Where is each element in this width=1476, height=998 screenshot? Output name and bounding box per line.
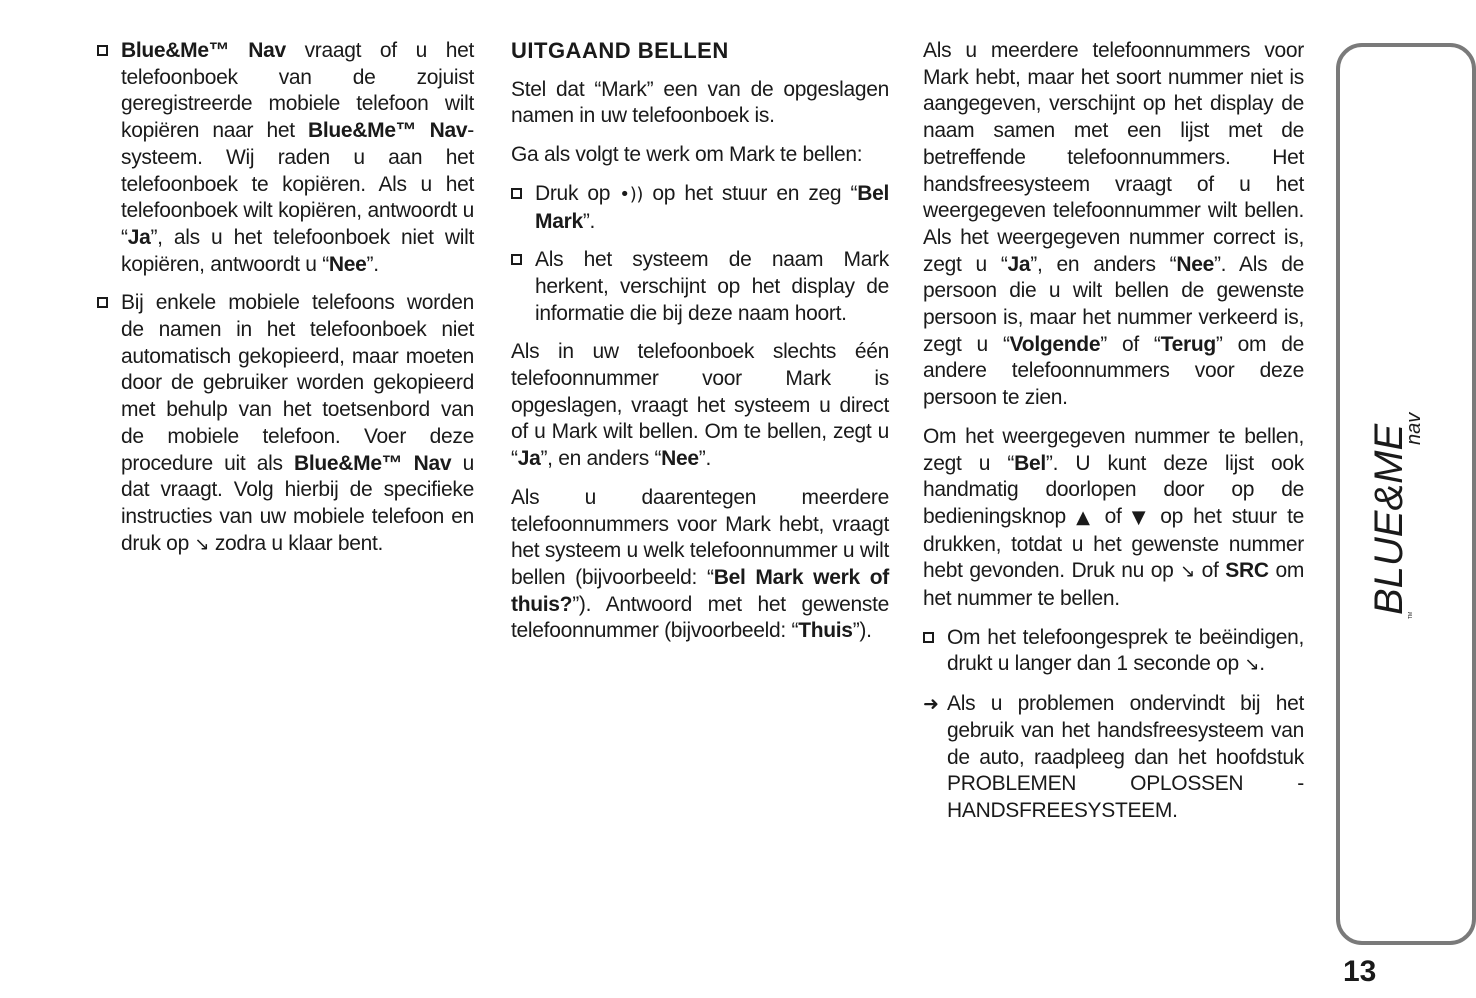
checkbox-bullet-icon — [97, 45, 108, 56]
bold-text: Ja — [1007, 252, 1031, 276]
bold-text: Ja — [517, 447, 541, 471]
text: ”. U kunt deze lijst ook handmatig doorlopen door op de bedieningsknop — [923, 451, 1304, 528]
text: ”, als u het telefoonboek niet wilt kopiëren, antwoordt u “ — [121, 225, 474, 276]
text: of — [1194, 559, 1226, 583]
bold-text: Bel Mark — [535, 181, 889, 233]
text: zodra u klaar bent. — [209, 531, 384, 555]
paragraph — [923, 424, 1304, 613]
paragraph: Stel dat “Mark” een van de opgeslagen namen in uw telefoonboek is. — [511, 77, 889, 128]
text: ”. — [366, 252, 379, 276]
text: ” of “ — [1100, 332, 1161, 356]
bold-text: SRC — [1225, 559, 1269, 583]
bold-text: Bel Mark werk of thuis? — [511, 565, 890, 616]
bold-text: Nee — [328, 252, 367, 276]
bullet-item-recognized — [511, 247, 889, 327]
text: vraagt of u het telefoonboek van de zojuist geregistreerde mobiele telefoon wilt kopiëren naar het — [121, 39, 474, 143]
bold-text: Volgende — [1009, 332, 1101, 356]
phone-handset-icon: ↘ — [194, 533, 210, 555]
bold-text: Ja — [127, 225, 151, 249]
text: Druk op — [535, 181, 620, 205]
bold-text: Terug — [1160, 332, 1216, 356]
bullet-item-manual-copy — [97, 290, 474, 558]
paragraph — [511, 339, 889, 473]
logo-sub-text: nav — [1403, 412, 1425, 445]
checkbox-bullet-icon — [923, 632, 934, 643]
text: ”, en anders “ — [1030, 252, 1177, 276]
paragraph — [511, 485, 889, 645]
checkbox-bullet-icon — [511, 188, 522, 199]
bold-text: Blue&Me™ Nav — [121, 39, 286, 62]
phone-handset-icon: ↘ — [1180, 561, 1195, 583]
arrow-up-icon: ▲ — [1076, 506, 1095, 528]
bullet-item-end-call — [923, 625, 1304, 679]
bold-text: Bel — [1014, 451, 1046, 475]
bullet-item-copy-phonebook — [97, 38, 474, 278]
arrow-right-icon: ➜ — [923, 693, 939, 716]
column-3 — [923, 38, 1304, 837]
blue-and-me-logo — [1362, 380, 1425, 620]
bold-text: Blue&Me™ Nav — [307, 119, 468, 143]
section-heading: UITGAAND BELLEN — [511, 38, 729, 63]
text: op het stuur te drukken, totdat u het gewenste nummer hebt gevonden. Druk nu op — [923, 504, 1305, 583]
phone-handset-icon: ↘ — [1244, 654, 1260, 676]
text: of — [1094, 504, 1132, 528]
column-2 — [511, 38, 889, 657]
checkbox-bullet-icon — [97, 297, 108, 308]
paragraph — [923, 38, 1304, 412]
text: ”. Als de persoon die u wilt bellen de gewenste persoon is, maar het nummer verkeerd is, zegt u “ — [923, 252, 1305, 356]
text: Als u daarentegen meerdere telefoonnummers voor Mark hebt, vraagt het systeem u welk telefoonnummer u wilt bellen (bijvoorbeeld: “ — [511, 485, 889, 589]
checkbox-bullet-icon — [511, 254, 522, 265]
text: om het nummer te bellen. — [923, 559, 1305, 611]
bold-text: Nee — [661, 447, 699, 471]
text: ”). Antwoord met het gewenste telefoonnummer (bijvoorbeeld: “ — [511, 592, 889, 643]
text: Om het weergegeven nummer te bellen, zegt u “ — [923, 424, 1304, 475]
text: op het stuur en zeg “ — [643, 181, 858, 205]
bold-text: Blue&Me™ Nav — [293, 451, 452, 475]
text: ”. — [582, 209, 596, 233]
page-number: 13 — [1343, 955, 1377, 988]
bullet-item-press-voice — [511, 181, 889, 235]
note-item — [923, 691, 1304, 825]
bold-text: Nee — [1176, 252, 1214, 276]
text: Als in uw telefoonboek slechts één telefoonnummer voor Mark is opgeslagen, vraagt het systeem u direct of u Mark wilt bellen. Om te bellen, zegt u “ — [511, 340, 889, 471]
voice-button-icon: •)) — [619, 183, 644, 205]
text: ”). — [852, 619, 872, 643]
column-1 — [97, 38, 474, 570]
bold-text: Thuis — [798, 619, 853, 643]
text: Om het telefoongesprek te beëindigen, drukt u langer dan 1 seconde op — [947, 625, 1304, 676]
text: -systeem. Wij raden u aan het telefoonboek te kopiëren. Als u het telefoonboek wilt kopiëren, antwoordt u “ — [121, 119, 474, 249]
text: . — [1259, 652, 1265, 676]
text: ”, en anders “ — [540, 447, 662, 471]
text: ” om de andere telefoonnummers voor deze persoon te zien. — [923, 332, 1304, 410]
arrow-down-icon: ▼ — [1131, 506, 1150, 528]
text: Als u meerdere telefoonnummers voor Mark hebt, maar het soort nummer niet is aangegeven, verschijnt op het display de naam samen met een lijst met de betreffende telefoonnummers. Het handsfreesysteem vraagt of u het weergegeven telefoonnummer wilt bellen. Als het weergegeven nummer correct is, zegt u “ — [923, 39, 1304, 276]
paragraph: Ga als volgt te werk om Mark te bellen: — [511, 143, 863, 167]
text: Als u problemen ondervindt bij het gebruik van het handsfreesysteem van de auto, raadpleeg dan het hoofdstuk PROBLEMEN OPLOSSEN - HANDSFREESYSTEEM. — [947, 692, 1304, 822]
logo-trademark: TM — [1408, 611, 1414, 619]
text: ”. — [698, 447, 712, 471]
text: Als het systeem de naam Mark herkent, verschijnt op het display de informatie die bij deze naam hoort. — [535, 248, 889, 325]
logo-main-text: BLUE&ME — [1367, 423, 1411, 615]
text: u dat vraagt. Volg hierbij de specifieke instructies van uw mobiele telefoon en druk op — [121, 451, 474, 555]
text: Bij enkele mobiele telefoons worden de namen in het telefoonboek niet automatisch gekopieerd, maar moeten door de gebruiker worden gekopieerd met behulp van het toetsenbord van de mobiele telefoon. Voer deze procedure uit als — [121, 291, 474, 475]
